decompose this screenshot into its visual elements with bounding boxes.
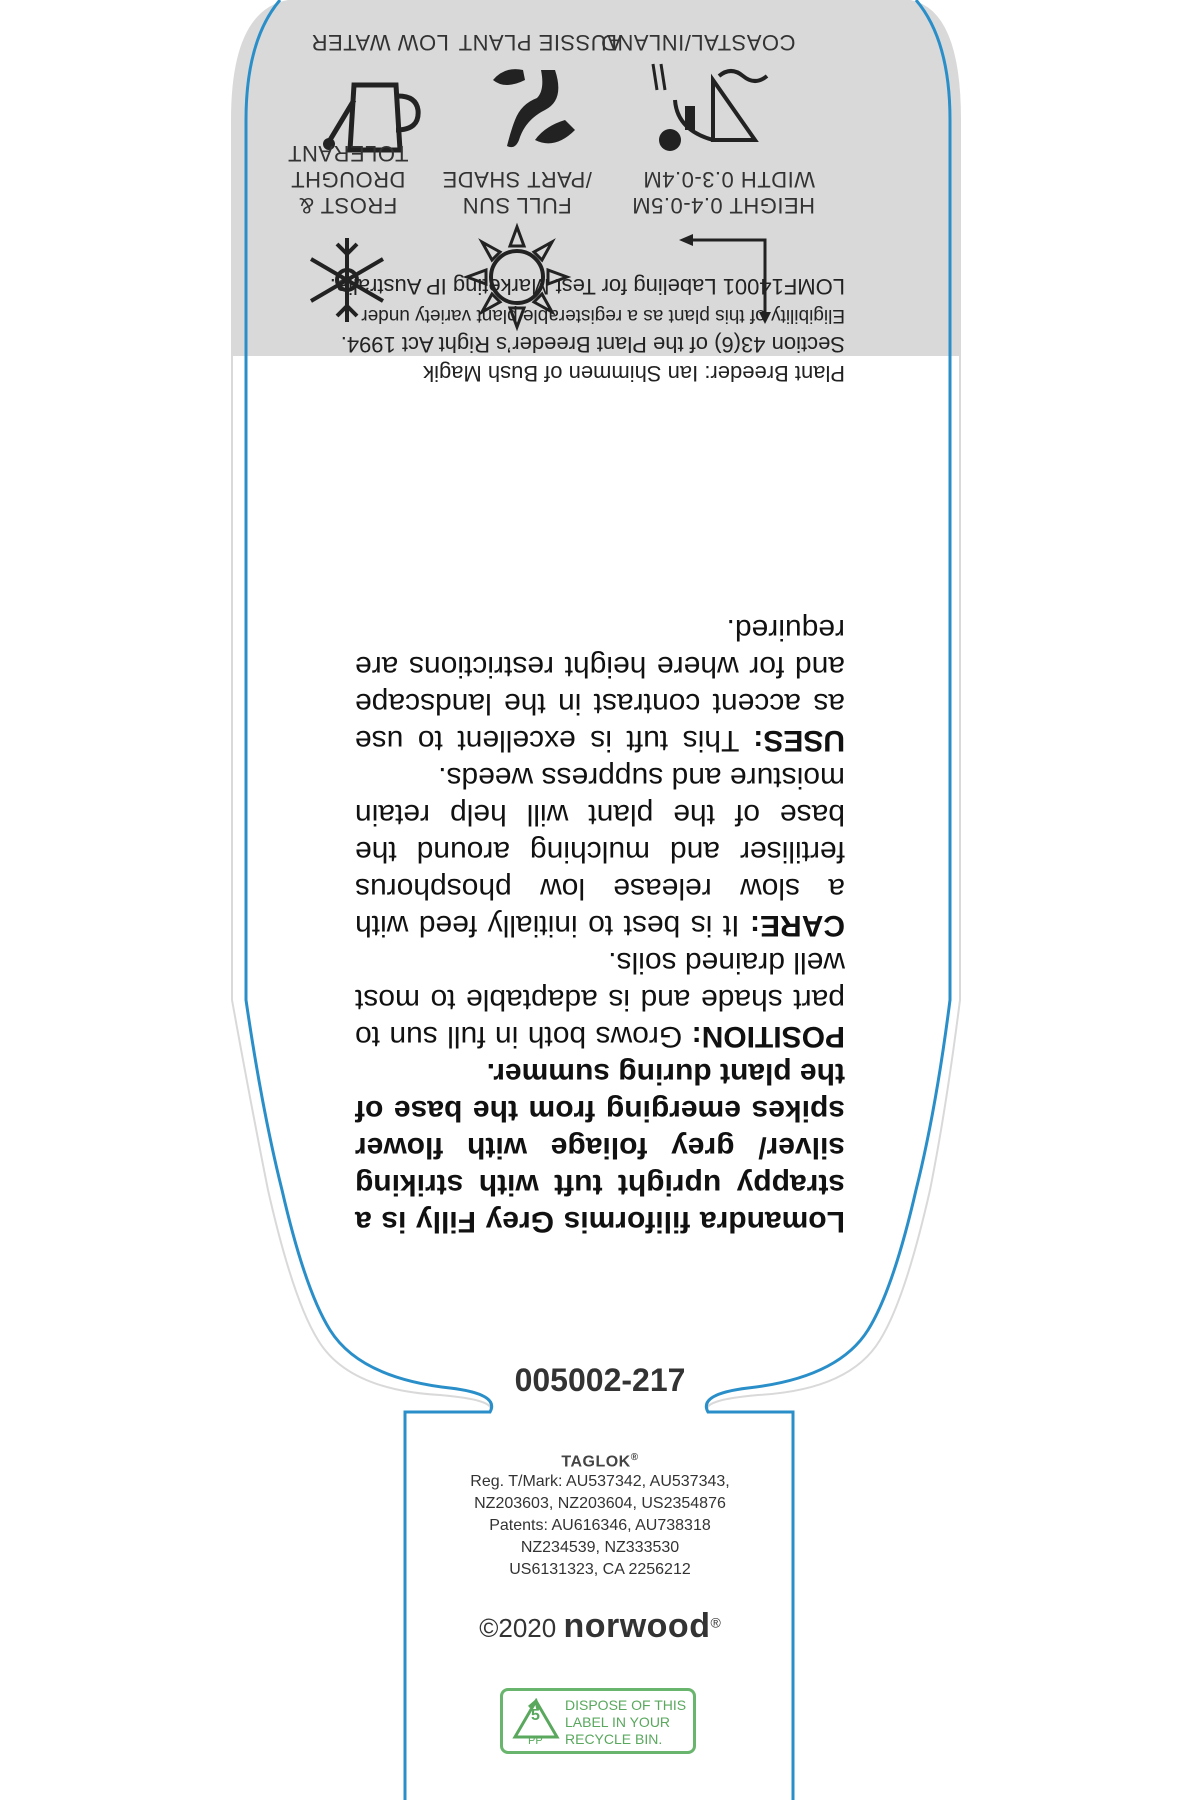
uses-paragraph (355, 611, 845, 759)
position-heading: POSITION: (691, 1020, 845, 1053)
registration-line: NZ203603, NZ203604, US2354876 (474, 1495, 726, 1513)
legal-line: LOMF14001 Labeling for Test Marketing IP Australia. (329, 274, 845, 299)
recycle-instructions: DISPOSE OF THIS LABEL IN YOUR RECYCLE BIN. (565, 1697, 687, 1747)
position-text: Grows both in full sun to part shade and is adaptable to most well drained soils. (355, 946, 845, 1053)
height-label: HEIGHT 0.4-0.5M (631, 193, 815, 218)
care-text: It is best to initially feed with a slow release low phosphorus fertiliser and mulching around the base of the plant will help retain moisture and suppress weeds. (355, 761, 845, 942)
uses-heading: USES: (753, 724, 845, 757)
product-code: 005002-217 (514, 1362, 686, 1398)
registration-line: Reg. T/Mark: AU537342, AU537343, (470, 1473, 730, 1491)
position-paragraph (355, 944, 845, 1055)
aussie-plant-label: AUSSIE PLANT (458, 30, 622, 55)
width-label: WIDTH 0.3-0.4M (642, 167, 815, 192)
care-paragraph (355, 759, 845, 944)
uses-text: This tuft is excellent to use as accent contrast in the landscape and for where height restrictions are required. (355, 613, 845, 757)
patents-line: NZ234539, NZ333530 (520, 1539, 680, 1557)
recycle-badge (500, 1688, 696, 1754)
legal-line: Plant Breeder: Ian Shimmen of Bush Magik (423, 361, 845, 386)
taglok-brand: TAGLOK® (561, 1452, 639, 1471)
patents-line: US6131323, CA 2256212 (509, 1561, 691, 1579)
recycle-code: 5 (531, 1707, 540, 1724)
care-heading: CARE: (750, 909, 845, 942)
aussie-plant-icon (485, 60, 585, 160)
legal-line: Eligibility of this plant as a registerable plant variety under (361, 305, 845, 326)
low-water-label: LOW WATER (311, 30, 449, 55)
full-sun-label: FULL SUN (462, 193, 572, 218)
patents-line: Patents: AU616346, AU738318 (489, 1517, 711, 1535)
plant-description (355, 611, 845, 1240)
trademark-block (440, 1452, 760, 1646)
legal-line: Section 43(6) of the Plant Breeder’s Right Act 1994. (340, 332, 845, 357)
coastal-inland-icon (645, 60, 775, 160)
description-text: Lomandra filiformis Grey Filly is a strappy upright tuft with striking silver/ grey foliage with flower spikes emerging from the base of the plant during summer. (355, 1057, 845, 1238)
copyright-norwood: ©2020 norwood® (479, 1607, 721, 1646)
drought-tolerant-label: DROUGHT TOLERANT (287, 141, 409, 192)
coastal-inland-label: COASTAL/INLAND (600, 30, 796, 55)
recycle-material: PP (528, 1735, 543, 1747)
legal-text (225, 272, 845, 388)
frost-label: FROST & (298, 193, 398, 218)
part-shade-label: /PART SHADE (442, 167, 592, 192)
